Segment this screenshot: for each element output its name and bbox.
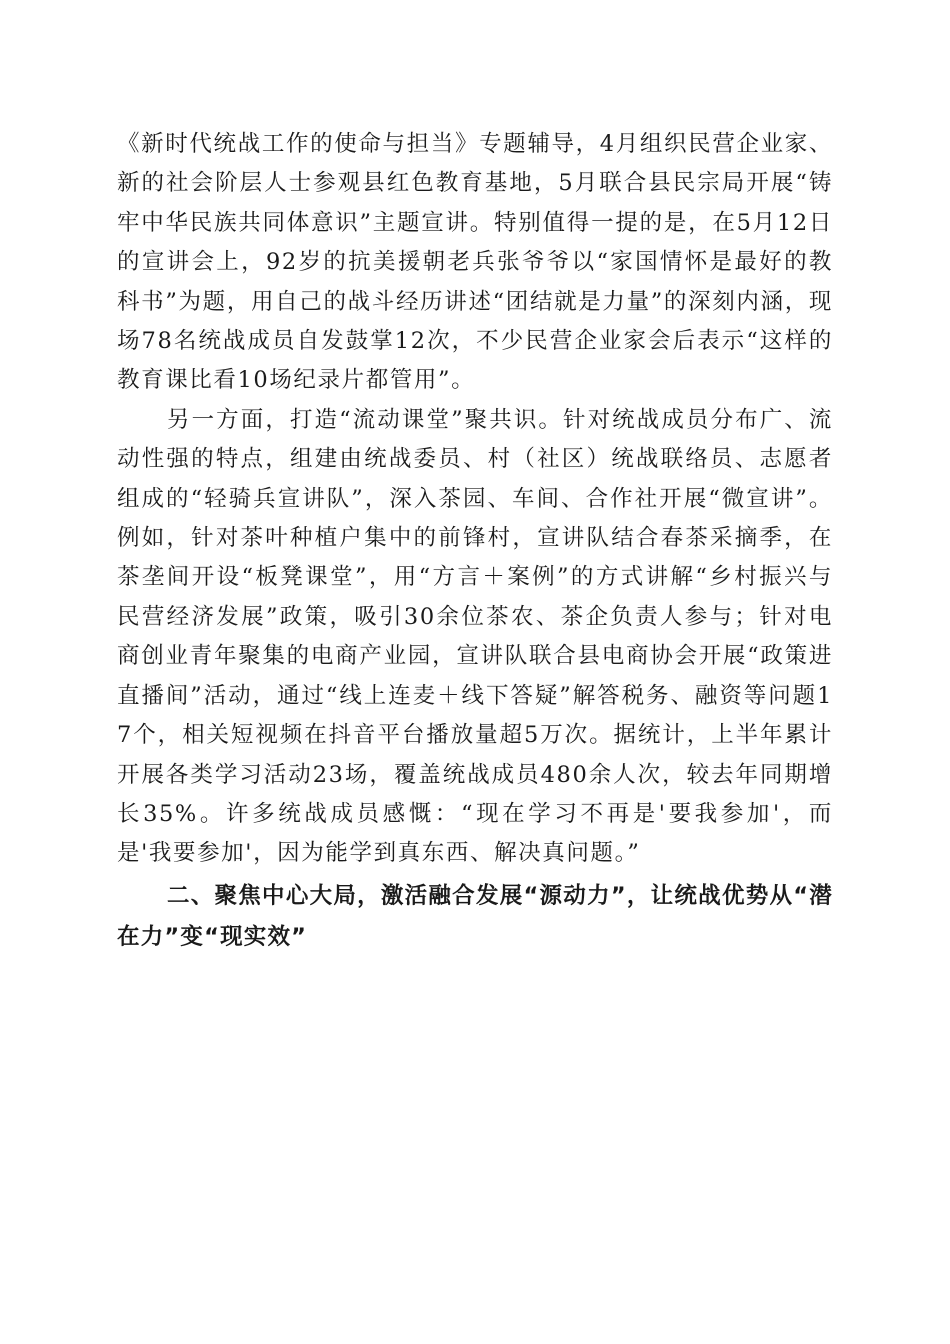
section-heading: 二、聚焦中心大局，激活融合发展“源动力”，让统战优势从“潜在力”变“现实效”: [117, 882, 833, 950]
document-page: [117, 125, 833, 958]
paragraph-1: 《新时代统战工作的使命与担当》专题辅导，4月组织民营企业家、新的社会阶层人士参观县红色教育基地，5月联合县民宗局开展“铸牢中华民族共同体意识”主题宣讲。特别值得一提的是，在5月12日的宣讲会上，92岁的抗美援朝老兵张爷爷以“家国情怀是最好的教科书”为题，用自己的战斗经历讲述“团结就是力量”的深刻内涵，现场78名统战成员自发鼓掌12次，不少民营企业家会后表示“这样的教育课比看10场纪录片都管用”。: [117, 131, 833, 394]
paragraph-2: 另一方面，打造“流动课堂”聚共识。针对统战成员分布广、流动性强的特点，组建由统战委员、村（社区）统战联络员、志愿者组成的“轻骑兵宣讲队”，深入茶园、车间、合作社开展“微宣讲”。例如，针对茶叶种植户集中的前锋村，宣讲队结合春茶采摘季，在茶垄间开设“板凳课堂”，用“方言＋案例”的方式讲解“乡村振兴与民营经济发展”政策，吸引30余位茶农、茶企负责人参与；针对电商创业青年聚集的电商产业园，宣讲队联合县电商协会开展“政策进直播间”活动，通过“线上连麦＋线下答疑”解答税务、融资等问题17个，相关短视频在抖音平台播放量超5万次。据统计，上半年累计开展各类学习活动23场，覆盖统战成员480余人次，较去年同期增长35%。许多统战成员感慨：“现在学习不再是'要我参加'，而是'我要参加'，因为能学到真东西、解决真问题。”: [117, 406, 833, 867]
